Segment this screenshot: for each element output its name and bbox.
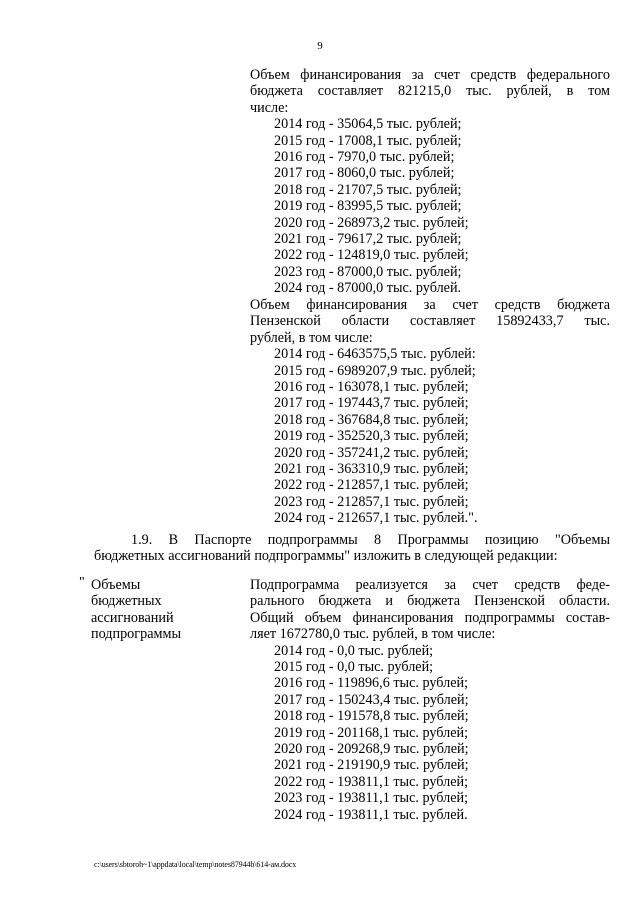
federal-intro-line: Объем финансирования за счет средств федерального (250, 67, 610, 83)
regional-year-line: 2023 год - 212857,1 тыс. рублей; (274, 493, 469, 510)
federal-year-line: 2023 год - 87000,0 тыс. рублей; (274, 263, 462, 280)
subprogram-year-line: 2021 год - 219190,9 тыс. рублей; (274, 757, 469, 774)
federal-year-line: 2019 год - 83995,5 тыс. рублей; (274, 198, 462, 215)
opening-quote: " (79, 575, 85, 590)
regional-year-line: 2021 год - 363310,9 тыс. рублей; (274, 461, 469, 478)
subprogram-year-line: 2022 год - 193811,1 тыс. рублей; (274, 773, 469, 790)
regional-intro-line: рублей, в том числе: (250, 329, 373, 346)
regional-year-line: 2018 год - 367684,8 тыс. рублей; (274, 411, 469, 428)
regional-intro-line: Объем финансирования за счет средств бюджета (250, 297, 610, 313)
subprogram-year-line: 2017 год - 150243,4 тыс. рублей; (274, 691, 469, 708)
label-line: Объемы (91, 577, 141, 593)
federal-year-line: 2014 год - 35064,5 тыс. рублей; (274, 116, 462, 133)
page-number: 9 (317, 40, 323, 52)
federal-intro-line: бюджета составляет 821215,0 тыс. рублей, в том (250, 83, 610, 100)
paragraph-1-9 (94, 532, 610, 565)
subprogram-intro-line: рального бюджета и бюджета Пензенской области. (250, 593, 610, 610)
paragraph-line: 1.9. В Паспорте подпрограммы 8 Программы позицию "Объемы (131, 532, 610, 548)
federal-year-line: 2015 год - 17008,1 тыс. рублей; (274, 132, 462, 149)
regional-year-line: 2015 год - 6989207,9 тыс. рублей; (274, 362, 476, 379)
federal-year-line: 2017 год - 8060,0 тыс. рублей; (274, 165, 455, 182)
subprogram-year-line: 2019 год - 201168,1 тыс. рублей; (274, 724, 469, 741)
regional-year-line: 2017 год - 197443,7 тыс. рублей; (274, 395, 469, 412)
subprogram-year-line: 2018 год - 191578,8 тыс. рублей; (274, 708, 469, 725)
subprogram-year-line: 2020 год - 209268,9 тыс. рублей; (274, 741, 469, 758)
regional-year-line: 2024 год - 212657,1 тыс. рублей.". (274, 510, 478, 527)
subprogram-year-line: 2024 год - 193811,1 тыс. рублей. (274, 806, 468, 823)
label-line: подпрограммы (91, 626, 181, 643)
regional-year-line: 2014 год - 6463575,5 тыс. рублей: (274, 346, 476, 363)
subprogram-year-line: 2016 год - 119896,6 тыс. рублей; (274, 675, 469, 692)
label-line: бюджетных (91, 593, 162, 610)
paragraph-line: бюджетных ассигнований подпрограммы" изложить в следующей редакции: (94, 548, 558, 565)
regional-year-line: 2016 год - 163078,1 тыс. рублей; (274, 379, 469, 396)
subprogram-year-line: 2015 год - 0,0 тыс. рублей; (274, 659, 434, 676)
subprogram-intro-line: ляет 1672780,0 тыс. рублей, в том числе: (250, 626, 496, 643)
federal-year-line: 2022 год - 124819,0 тыс. рублей; (274, 247, 469, 264)
subprogram-year-line: 2023 год - 193811,1 тыс. рублей; (274, 790, 469, 807)
subprogram-year-line: 2014 год - 0,0 тыс. рублей; (274, 642, 434, 659)
subprogram-funding-block (250, 577, 610, 823)
federal-funding-block (250, 67, 610, 297)
regional-year-line: 2019 год - 352520,3 тыс. рублей; (274, 428, 469, 445)
footer-file-path: c:\users\sbtoroh~1\appdata\local\temp\notes87944b\614-ам.docx (94, 860, 297, 869)
regional-year-line: 2022 год - 212857,1 тыс. рублей; (274, 477, 469, 494)
subprogram-intro-line: Общий объем финансирования подпрограммы состав- (250, 609, 610, 626)
federal-year-line: 2018 год - 21707,5 тыс. рублей; (274, 181, 462, 198)
federal-year-line: 2020 год - 268973,2 тыс. рублей; (274, 214, 469, 231)
regional-funding-block (250, 297, 610, 527)
label-line: ассигнований (91, 609, 174, 626)
regional-intro-line: Пензенской области составляет 15892433,7 тыс. (250, 313, 610, 330)
federal-year-line: 2016 год - 7970,0 тыс. рублей; (274, 149, 455, 166)
budget-allocations-label (91, 577, 241, 643)
subprogram-intro-line: Подпрограмма реализуется за счет средств феде- (250, 577, 610, 593)
federal-year-line: 2024 год - 87000,0 тыс. рублей. (274, 280, 462, 297)
federal-intro-line: числе: (250, 99, 289, 116)
regional-year-line: 2020 год - 357241,2 тыс. рублей; (274, 444, 469, 461)
federal-year-line: 2021 год - 79617,2 тыс. рублей; (274, 231, 462, 248)
